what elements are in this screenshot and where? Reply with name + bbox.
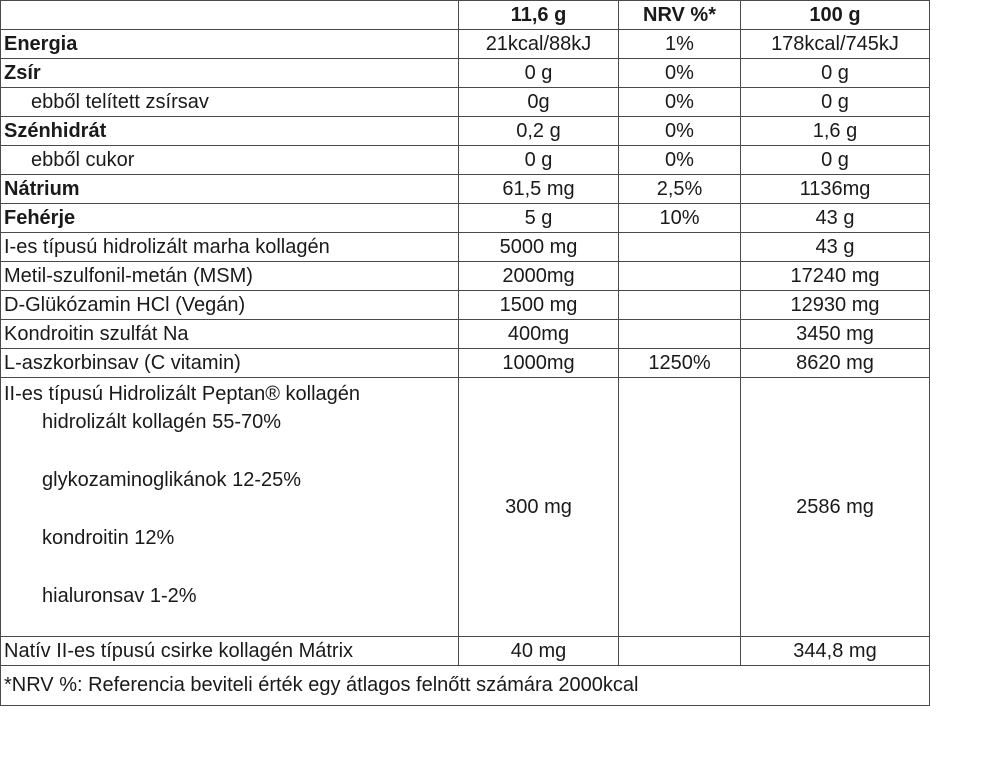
table-row (1, 204, 930, 233)
table-row (1, 349, 930, 378)
row-name: ebből telített zsírsav (1, 88, 459, 117)
row-nrv (619, 262, 741, 291)
table-row (1, 320, 930, 349)
row-100g: 43 g (741, 233, 930, 262)
row-name: Fehérje (1, 204, 459, 233)
row-100g: 0 g (741, 59, 930, 88)
row-100g: 344,8 mg (741, 637, 930, 666)
row-name: Natív II-es típusú csirke kollagén Mátrix (1, 637, 459, 666)
row-100g: 0 g (741, 88, 930, 117)
row-nrv (619, 378, 741, 637)
row-serving: 5000 mg (459, 233, 619, 262)
footnote-row (1, 666, 930, 706)
row-name: D-Glükózamin HCl (Vegán) (1, 291, 459, 320)
table-row (1, 175, 930, 204)
header-serving: 11,6 g (459, 1, 619, 30)
peptan-item: hialuronsav 1-2% (42, 585, 197, 607)
row-100g: 178kcal/745kJ (741, 30, 930, 59)
row-name: L-aszkorbinsav (C vitamin) (1, 349, 459, 378)
row-nrv: 0% (619, 146, 741, 175)
row-100g: 12930 mg (741, 291, 930, 320)
header-label (1, 1, 459, 30)
row-serving: 400mg (459, 320, 619, 349)
row-serving: 1000mg (459, 349, 619, 378)
peptan-row (1, 378, 930, 637)
row-name: I-es típusú hidrolizált marha kollagén (1, 233, 459, 262)
row-name: ebből cukor (1, 146, 459, 175)
row-nrv: 2,5% (619, 175, 741, 204)
row-serving: 5 g (459, 204, 619, 233)
row-nrv: 0% (619, 117, 741, 146)
row-serving: 0g (459, 88, 619, 117)
row-100g: 3450 mg (741, 320, 930, 349)
table-row (1, 233, 930, 262)
table-row (1, 88, 930, 117)
header-row (1, 1, 930, 30)
row-name: Energia (1, 30, 459, 59)
row-serving: 2000mg (459, 262, 619, 291)
row-nrv: 0% (619, 59, 741, 88)
row-nrv (619, 233, 741, 262)
header-nrv: NRV %* (619, 1, 741, 30)
row-100g: 17240 mg (741, 262, 930, 291)
row-name: Nátrium (1, 175, 459, 204)
row-100g: 43 g (741, 204, 930, 233)
row-serving: 40 mg (459, 637, 619, 666)
row-nrv: 1% (619, 30, 741, 59)
table-row (1, 30, 930, 59)
table-row (1, 291, 930, 320)
row-name: Szénhidrát (1, 117, 459, 146)
table-row (1, 637, 930, 666)
peptan-item: hidrolizált kollagén 55-70% (42, 411, 282, 433)
row-serving: 61,5 mg (459, 175, 619, 204)
footnote: *NRV %: Referencia beviteli érték egy átlagos felnőtt számára 2000kcal (1, 666, 930, 706)
row-name: Zsír (1, 59, 459, 88)
row-100g: 8620 mg (741, 349, 930, 378)
row-100g: 0 g (741, 146, 930, 175)
row-nrv (619, 637, 741, 666)
peptan-item: kondroitin 12% (42, 527, 175, 549)
row-nrv: 1250% (619, 349, 741, 378)
row-serving: 21kcal/88kJ (459, 30, 619, 59)
row-serving: 0 g (459, 146, 619, 175)
row-nrv: 0% (619, 88, 741, 117)
row-nrv (619, 291, 741, 320)
row-100g: 1,6 g (741, 117, 930, 146)
peptan-item: glykozaminoglikánok 12-25% (42, 469, 302, 491)
row-nrv (619, 320, 741, 349)
header-100g: 100 g (741, 1, 930, 30)
row-nrv: 10% (619, 204, 741, 233)
row-name: Metil-szulfonil-metán (MSM) (1, 262, 459, 291)
peptan-name: II-es típusú Hidrolizált Peptan® kollagén (4, 383, 361, 405)
table-row (1, 59, 930, 88)
table-row (1, 146, 930, 175)
row-serving: 0 g (459, 59, 619, 88)
row-serving: 300 mg (459, 378, 619, 637)
peptan-cell (1, 378, 459, 637)
row-name: Kondroitin szulfát Na (1, 320, 459, 349)
row-100g: 1136mg (741, 175, 930, 204)
table-row (1, 117, 930, 146)
row-100g: 2586 mg (741, 378, 930, 637)
row-serving: 0,2 g (459, 117, 619, 146)
row-serving: 1500 mg (459, 291, 619, 320)
table-row (1, 262, 930, 291)
